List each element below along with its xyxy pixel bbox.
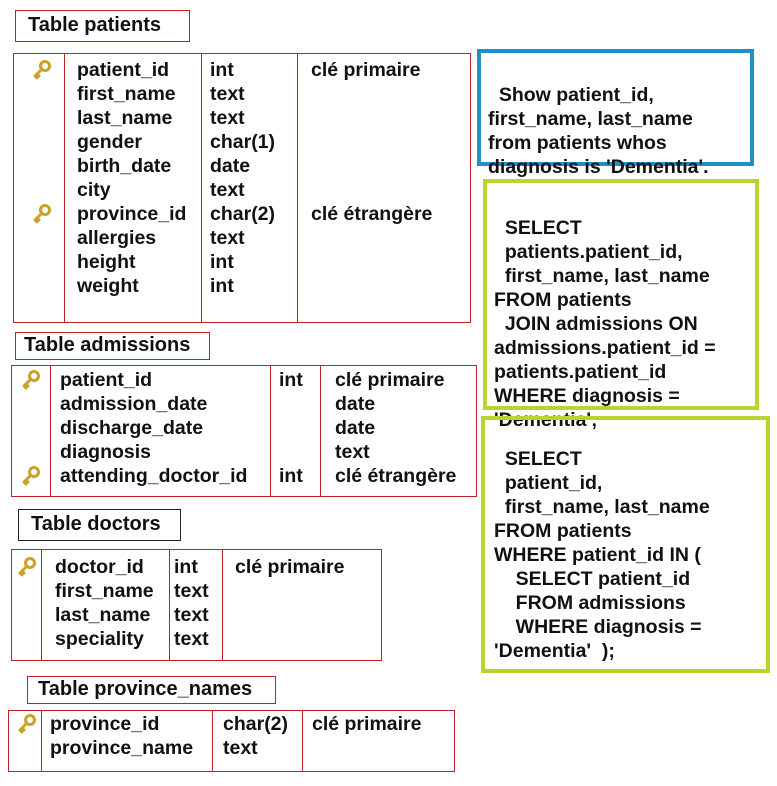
patients-table-title-text: Table patients [28,14,161,36]
column-type: text [174,580,209,602]
column-name: city [77,179,111,201]
column-name: first_name [77,83,176,105]
column-name: first_name [55,580,154,602]
column-note: text [335,441,370,463]
key-icon [21,466,41,486]
column-name: attending_doctor_id [60,465,248,487]
province-names-table-title-text: Table province_names [38,678,253,700]
subquery-box [481,416,770,673]
patients-table [13,53,471,323]
column-type: text [210,107,245,129]
column-name: gender [77,131,143,153]
column-name: birth_date [77,155,172,177]
column-type: int [279,369,303,391]
key-icon [21,370,41,390]
column-name: allergies [77,227,157,249]
column-name: height [77,251,136,273]
column-note: clé étrangère [311,203,433,225]
key-icon [17,714,37,734]
column-note: date [335,417,376,439]
column-type: int [279,465,303,487]
column-name: diagnosis [60,441,152,463]
column-type: char(1) [210,131,276,153]
key-icon [32,204,52,224]
column-type: char(2) [210,203,276,225]
join-query-text: SELECT patients.patient_id, first_name, last_name FROM patients JOIN admissions ON admissions.patient_id = patients.patient_id WHERE diagnosis = 'Dementia'; [494,217,716,431]
doctors-table-title [18,509,181,541]
admissions-table-title [15,332,210,360]
column-type: text [210,227,245,249]
column-type: int [210,59,234,81]
subquery-text: SELECT patient_id, first_name, last_name FROM patients WHERE patient_id IN ( SELECT patient_id FROM admissions WHERE diagnosis = 'Dementia' ); [494,448,710,662]
column-name: patient_id [77,59,170,81]
province-names-table [8,710,455,772]
column-note: clé primaire [311,59,421,81]
column-note: date [335,393,376,415]
patients-table-title [15,10,190,42]
column-type: text [174,604,209,626]
province-names-table-title [27,676,276,704]
column-type: text [210,83,245,105]
column-type: date [210,155,251,177]
column-name: admission_date [60,393,208,415]
column-name: discharge_date [60,417,204,439]
column-name: doctor_id [55,556,144,578]
column-type: int [174,556,198,578]
question-box [477,49,754,178]
column-note: clé primaire [235,556,345,578]
question-text: Show patient_id, first_name, last_name from patients whos diagnosis is 'Dementia'. [488,84,709,178]
column-name: province_name [50,737,194,759]
column-name: last_name [55,604,151,626]
column-note: clé primaire [312,713,422,735]
column-note: clé primaire [335,369,445,391]
column-type: text [223,737,258,759]
column-note: clé étrangère [335,465,457,487]
column-name: patient_id [60,369,153,391]
join-query-box [483,179,759,431]
doctors-table [11,549,382,661]
column-type: int [210,251,234,273]
column-name: province_id [77,203,187,225]
column-type: int [210,275,234,297]
column-type: char(2) [223,713,289,735]
column-type: text [174,628,209,650]
column-name: province_id [50,713,160,735]
column-name: weight [77,275,139,297]
doctors-table-title-text: Table doctors [31,513,161,535]
key-icon [32,60,52,80]
column-name: speciality [55,628,144,650]
admissions-table [11,365,477,497]
column-name: last_name [77,107,173,129]
column-type: text [210,179,245,201]
admissions-table-title-text: Table admissions [24,334,191,356]
key-icon [17,557,37,577]
